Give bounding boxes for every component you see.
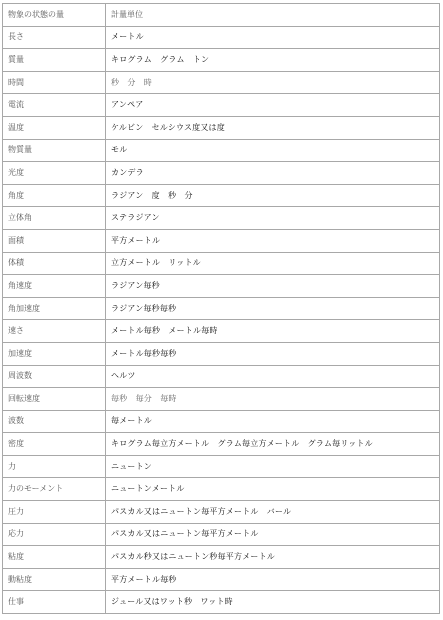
quantity-cell: 物質量 <box>3 139 106 162</box>
quantity-cell: 時間 <box>3 71 106 94</box>
quantity-cell: 加速度 <box>3 342 106 365</box>
table-row <box>3 546 440 569</box>
quantity-cell: 仕事 <box>3 591 106 614</box>
table-row <box>3 275 440 298</box>
quantity-cell: 波数 <box>3 410 106 433</box>
table-header-row <box>3 4 440 27</box>
unit-cell: ジュール又はワット秒 ワット時 <box>106 591 440 614</box>
unit-cell: ニュートン <box>106 455 440 478</box>
table-row <box>3 433 440 456</box>
unit-cell: キログラム毎立方メートル グラム毎立方メートル グラム毎リットル <box>106 433 440 456</box>
quantity-cell: 質量 <box>3 49 106 72</box>
quantity-cell: 長さ <box>3 26 106 49</box>
header-quantity: 物象の状態の量 <box>3 4 106 27</box>
quantity-cell: 周波数 <box>3 365 106 388</box>
table-row <box>3 410 440 433</box>
unit-cell: ラジアン毎秒 <box>106 275 440 298</box>
quantity-cell: 応力 <box>3 523 106 546</box>
quantity-cell: 圧力 <box>3 501 106 524</box>
unit-cell: 秒 分 時 <box>106 71 440 94</box>
quantity-cell: 電流 <box>3 94 106 117</box>
table-row <box>3 229 440 252</box>
table-row <box>3 139 440 162</box>
unit-cell: メートル <box>106 26 440 49</box>
header-unit: 計量単位 <box>106 4 440 27</box>
quantity-cell: 体積 <box>3 252 106 275</box>
table-row <box>3 207 440 230</box>
unit-cell: 平方メートル毎秒 <box>106 568 440 591</box>
unit-cell: アンペア <box>106 94 440 117</box>
table-row <box>3 342 440 365</box>
quantity-cell: 力のモーメント <box>3 478 106 501</box>
table-row <box>3 591 440 614</box>
table-row <box>3 162 440 185</box>
quantity-cell: 光度 <box>3 162 106 185</box>
table-row <box>3 365 440 388</box>
quantity-cell: 角加速度 <box>3 297 106 320</box>
unit-cell: カンデラ <box>106 162 440 185</box>
table-row <box>3 478 440 501</box>
unit-cell: メートル毎秒 メートル毎時 <box>106 320 440 343</box>
quantity-cell: 粘度 <box>3 546 106 569</box>
unit-cell: 毎メートル <box>106 410 440 433</box>
unit-cell: 毎秒 毎分 毎時 <box>106 388 440 411</box>
table-row <box>3 71 440 94</box>
unit-cell: パスカル又はニュートン毎平方メートル バール <box>106 501 440 524</box>
unit-cell: ヘルツ <box>106 365 440 388</box>
table-row <box>3 297 440 320</box>
table-row <box>3 455 440 478</box>
quantity-cell: 角度 <box>3 184 106 207</box>
quantity-cell: 力 <box>3 455 106 478</box>
unit-cell: キログラム グラム トン <box>106 49 440 72</box>
quantity-cell: 密度 <box>3 433 106 456</box>
unit-cell: パスカル又はニュートン毎平方メートル <box>106 523 440 546</box>
quantity-cell: 温度 <box>3 116 106 139</box>
unit-cell: ステラジアン <box>106 207 440 230</box>
unit-cell: 立方メートル リットル <box>106 252 440 275</box>
units-table <box>2 3 440 614</box>
unit-cell: ラジアン 度 秒 分 <box>106 184 440 207</box>
unit-cell: ニュートンメートル <box>106 478 440 501</box>
table-row <box>3 49 440 72</box>
unit-cell: 平方メートル <box>106 229 440 252</box>
quantity-cell: 立体角 <box>3 207 106 230</box>
unit-cell: ケルビン セルシウス度又は度 <box>106 116 440 139</box>
table-row <box>3 568 440 591</box>
quantity-cell: 回転速度 <box>3 388 106 411</box>
quantity-cell: 速さ <box>3 320 106 343</box>
unit-cell: メートル毎秒毎秒 <box>106 342 440 365</box>
quantity-cell: 動粘度 <box>3 568 106 591</box>
quantity-cell: 角速度 <box>3 275 106 298</box>
table-row <box>3 252 440 275</box>
table-row <box>3 116 440 139</box>
table-row <box>3 523 440 546</box>
table-row <box>3 388 440 411</box>
table-body <box>3 26 440 613</box>
unit-cell: ラジアン毎秒毎秒 <box>106 297 440 320</box>
unit-cell: パスカル秒又はニュートン秒毎平方メートル <box>106 546 440 569</box>
unit-cell: モル <box>106 139 440 162</box>
quantity-cell: 面積 <box>3 229 106 252</box>
table-row <box>3 501 440 524</box>
table-row <box>3 184 440 207</box>
units-table-container <box>2 3 439 614</box>
table-row <box>3 94 440 117</box>
table-row <box>3 320 440 343</box>
table-row <box>3 26 440 49</box>
